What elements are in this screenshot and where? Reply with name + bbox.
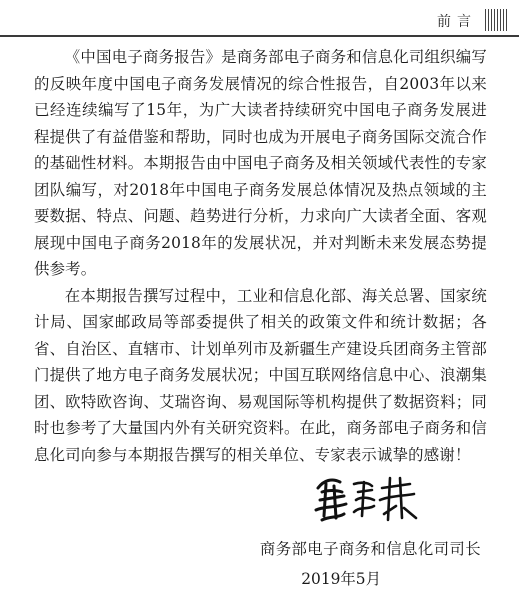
paragraph-intro: 《中国电子商务报告》是商务部电子商务和信息化司组织编写的反映年度中国电子商务发展情况的综合性报告，自2003年以来已经连续编写了15年，为广大读者持续研究中国电子商务发展进程提供了有益借鉴和帮助，同时也成为开展电子商务国际交流合作的基础性材料。本期报告由中国电子商务及相关领域代表性的专家团队编写，对2018年中国电子商务发展总体情况及热点领域的主要数据、特点、问题、趋势进行分析，力求向广大读者全面、客观展现中国电子商务2018年的发展状况，并对判断未来发展态势提供参考。 (34, 48, 487, 278)
section-header-label: 前言 (437, 14, 477, 30)
header-divider (0, 35, 519, 37)
preface-body (34, 44, 487, 468)
handwritten-signature (310, 470, 422, 526)
signature-date: 2019年5月 (301, 570, 381, 588)
signatory-organization-title: 商务部电子商务和信息化司司长 (259, 540, 481, 558)
paragraph-acknowledgements: 在本期报告撰写过程中，工业和信息化部、海关总署、国家统计局、国家邮政局等部委提供了相关的政策文件和统计数据；各省、自治区、直辖市、计划单列市及新疆生产建设兵团商务主管部门提供了地方电子商务发展状况；中国互联网络信息中心、浪潮集团、欧特欧咨询、艾瑞咨询、易观国际等机构提供了数据资料；同时也参考了大量国内外有关研究资料。在此，商务部电子商务和信息化司向参与本期报告撰写的相关单位、专家表示诚挚的感谢！ (34, 286, 487, 464)
corner-decoration (485, 9, 507, 31)
